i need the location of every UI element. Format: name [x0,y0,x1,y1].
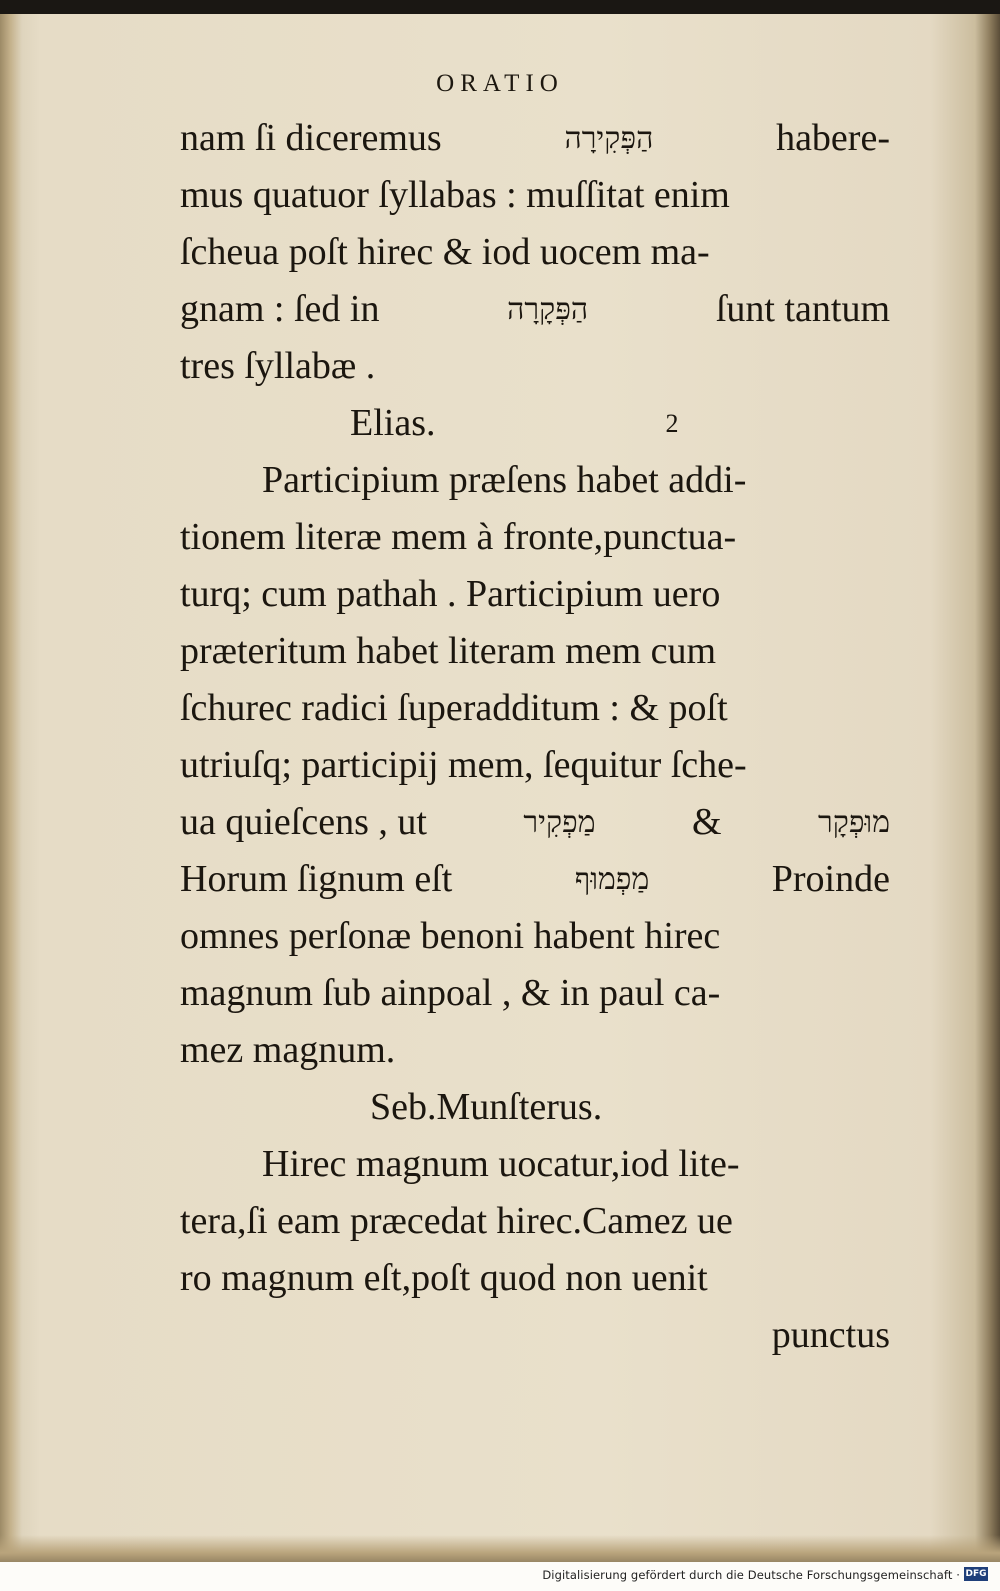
latin-text: tres ſyllabæ . [180,345,376,387]
text-line-1 [180,110,890,167]
latin-text: nam ſi diceremus [180,117,442,159]
catchword: punctus [771,1314,890,1356]
latin-text: & [692,801,722,843]
text-line-15 [180,908,890,965]
section-heading-elias [180,395,890,452]
latin-text: magnum ſub ainpoal , & in paul ca- [180,972,721,1014]
text-line-14 [180,851,890,908]
latin-text: omnes perſonæ benoni habent hirec [180,915,721,957]
text-line-7 [180,452,890,509]
text-line-11 [180,680,890,737]
latin-text: mez magnum. [180,1029,396,1071]
latin-text: habere- [776,117,890,159]
hebrew-word: הַפְּקִירָה [564,121,654,156]
latin-text: Horum ſignum eſt [180,858,453,900]
text-line-21 [180,1250,890,1307]
latin-text: utriuſq; participij mem, ſequitur ſche- [180,744,747,786]
signature-mark: 2 [665,409,679,438]
latin-text: Hirec magnum uocatur,iod lite- [262,1143,740,1185]
text-line-9 [180,566,890,623]
page-bottom-edge [0,1535,1000,1565]
hebrew-word: הַפְּקָרָה [507,292,589,327]
latin-text: gnam : ſed in [180,288,380,330]
latin-text: mus quatuor ſyllabas : muſſitat enim [180,174,730,216]
text-line-16 [180,965,890,1022]
text-block [180,110,890,1364]
footer-credit: Digitalisierung gefördert durch die Deutsche Forschungsgemeinschaft · [542,1568,960,1582]
latin-text: Participium præſens habet addi- [262,459,747,501]
hebrew-word: מוּפְקָר [818,805,890,840]
latin-text: ro magnum eſt,poſt quod non uenit [180,1257,708,1299]
latin-text: tera,ſi eam præcedat hirec.Camez ue [180,1200,733,1242]
catchword-line [180,1307,890,1364]
section-heading-munsterus [180,1079,890,1136]
text-line-3 [180,224,890,281]
dfg-logo: DFG [965,1569,987,1579]
text-line-8 [180,509,890,566]
latin-text: tionem literæ mem à fronte,punctua- [180,516,737,558]
latin-text: Proinde [771,858,890,900]
latin-text: ſunt tantum [715,288,890,330]
text-line-19 [180,1136,890,1193]
text-line-4 [180,281,890,338]
latin-text: ſcheua poſt hirec & iod uocem ma- [180,231,710,273]
running-head: ORATIO [436,70,564,97]
text-line-17 [180,1022,890,1079]
section-heading: Seb.Munſterus. [370,1086,603,1128]
text-line-13 [180,794,890,851]
section-heading: Elias. [350,402,436,444]
text-line-5 [180,338,890,395]
text-line-20 [180,1193,890,1250]
latin-text: turq; cum pathah . Participium uero [180,573,721,615]
text-line-2 [180,167,890,224]
text-line-10 [180,623,890,680]
hebrew-word: מַפְמוּף [574,862,650,897]
hebrew-word: מַפְקִיר [523,805,596,840]
latin-text: ua quieſcens , ut [180,801,427,843]
text-line-12 [180,737,890,794]
latin-text: præteritum habet literam mem cum [180,630,717,672]
scan-top-border [0,0,1000,14]
latin-text: ſchurec radici ſuperadditum : & poſt [180,687,728,729]
